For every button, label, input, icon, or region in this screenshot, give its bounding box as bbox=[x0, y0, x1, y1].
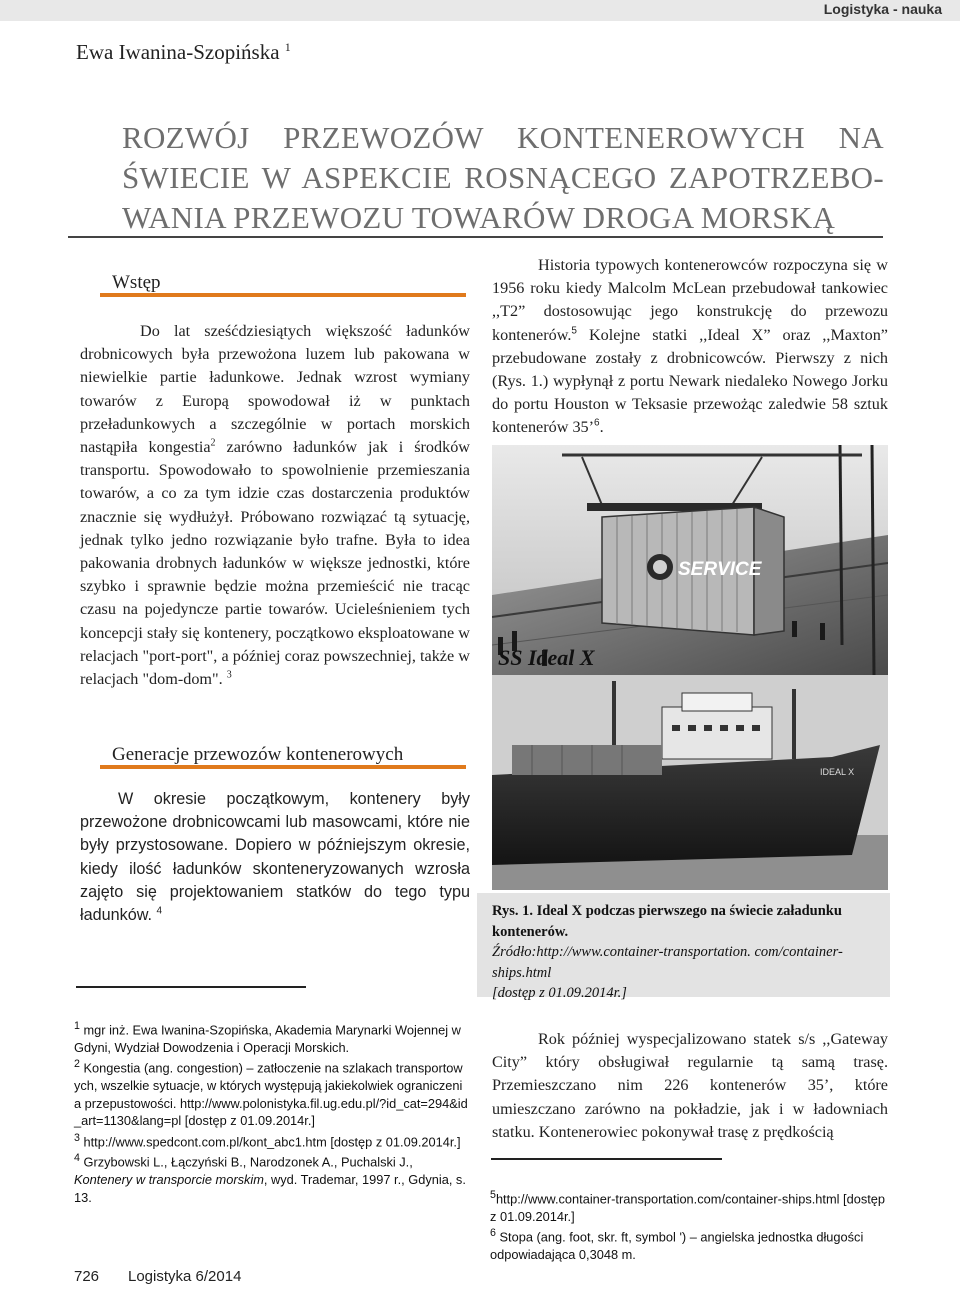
title-line: WANIA PRZEWOZU TOWARÓW DROGA MORSKĄ bbox=[122, 200, 836, 235]
footnote-number: 5 bbox=[490, 1189, 496, 1201]
footnote-book-title: Kontenery w transporcie morskim bbox=[74, 1172, 264, 1188]
generations-paragraph bbox=[80, 788, 470, 927]
history-text-3: . bbox=[599, 418, 604, 437]
generations-text: W okresie początkowym, kontenery były przewożone drobnicowcami lub masowcami, które nie były przystosowane. Dopiero w późniejszym okresie, kiedy ilość ładunków skonteneryzowanych wzrosła zajęto się projektowaniem statków do tego typu ładunków. bbox=[80, 790, 470, 925]
title-line: ROZWÓJ PRZEWOZÓW KONTENEROWYCH NA bbox=[122, 120, 884, 155]
footnote-3 bbox=[74, 1130, 468, 1151]
footnote-text: http://www.container-transportation.com/container-ships.html [dostęp z 01.09.2014r.] bbox=[490, 1191, 886, 1224]
intro-text-1: Do lat sześćdziesiątych większość ładunków drobnicowych była przewożona luzem lub pakowana w niewielkie partie ładunkowe. Jednak wzrost wymiany towarów z Europą spowodował iż w punktach przeładunkowych a szczególnie w portach morskich nastąpiła kongestia bbox=[80, 322, 470, 457]
footnote-text: mgr inż. Ewa Iwanina-Szopińska, Akademia Marynarki Wojennej w Gdyni, Wydział Dowodzenia i Operacji Morskich. bbox=[74, 1022, 461, 1055]
ship-label-text: SS Ideal X bbox=[498, 645, 595, 670]
footnote-2 bbox=[74, 1056, 468, 1129]
footnote-4 bbox=[74, 1150, 468, 1206]
footnote-text: http://www.spedcont.com.pl/kont_abc1.htm [dostęp z 01.09.2014r.] bbox=[79, 1133, 461, 1149]
footnote-1 bbox=[74, 1018, 468, 1056]
generations-heading-underline bbox=[100, 765, 466, 769]
author-name bbox=[76, 40, 291, 65]
history-text-1: Historia typowych kontenerowców rozpoczyna się w 1956 roku kiedy Malcolm McLean przebudował tankowiec ,,T2” dostosowując jego konstrukcję do przewozu kontenerów. bbox=[492, 256, 888, 344]
footnote-number: 6 bbox=[490, 1227, 496, 1240]
footnote-ref: 2 bbox=[210, 437, 216, 449]
footnote-ref: 5 bbox=[571, 325, 577, 337]
history-text-2: Kolejne statki ,,Ideal X” oraz ,,Maxton” przebudowane zostały z drobnicowców. Pierwszy z nich (Rys. 1.) wypłynął z portu Newark niedaleko Nowego Jorku do portu Houston w Teksasie przewożąc zaledwie 58 sztuk kontenerów 35’ bbox=[492, 325, 888, 437]
figure-caption bbox=[492, 901, 882, 1004]
footnote-ref: 3 bbox=[226, 669, 232, 681]
generations-heading: Generacje przewozów kontenerowych bbox=[112, 744, 404, 765]
intro-text-2: zarówno ładunków jak i środków transportu. Spowodowało to spowolnienie przemieszania towarów, a co za tym idzie czas dostarczenia produktów znacznie się wydłużył. Próbowano rozwiązać tą sytuację, jednak tylko jedno rozwiązanie było trafne. Była to idea pakowania drobnych ładunków w większe jednostki, które szybko i sprawnie będzie można przemieścić nie tracąc czasu na pojedyncze partie towarów. Ucieleśnieniem tych koncepcji stały się kontenery, początkowo eksploatowane w relacjach "port-port", a później coraz powszechniej, także w relacjach "dom-dom". bbox=[80, 438, 470, 689]
footnote-6 bbox=[490, 1225, 892, 1263]
title-divider bbox=[68, 236, 883, 238]
footnote-number: 4 bbox=[74, 1152, 80, 1165]
author-name-text: Ewa Iwanina-Szopińska bbox=[76, 40, 280, 64]
footnote-ref: 6 bbox=[594, 418, 600, 430]
caption-source: Źródło:http://www.container-transportation. com/container-ships.html bbox=[492, 944, 843, 981]
continuation-paragraph: Rok później wyspecjalizowano statek s/s ,,Gateway City” który obsługiwał regularnie tą samą trasę. Przemieszczano nim 226 kontenerów 35’, które umieszczano zarówno na pokładzie, jak i w ładowniach statku. Kontenerowiec pokonywał trasę z prędkością bbox=[492, 1030, 888, 1141]
article-title bbox=[122, 118, 884, 238]
footnote-number: 3 bbox=[74, 1131, 80, 1144]
title-line: ŚWIECIE W ASPEKCIE ROSNĄCEGO ZAPOTRZEBO- bbox=[122, 160, 884, 195]
caption-title: Rys. 1. Ideal X podczas pierwszego na świecie załadunku kontenerów. bbox=[492, 903, 842, 940]
footnote-divider bbox=[491, 1158, 722, 1160]
intro-heading-underline bbox=[100, 293, 466, 297]
footnote-text: Grzybowski L., Łączyński B., Narodzonek A., Puchalski J., bbox=[79, 1154, 413, 1170]
history-paragraph bbox=[492, 254, 888, 440]
section-label: Logistyka - nauka bbox=[823, 1, 942, 17]
figure-photo bbox=[492, 445, 888, 890]
footnote-5 bbox=[490, 1187, 892, 1225]
journal-name: Logistyka 6/2014 bbox=[128, 1268, 242, 1285]
intro-paragraph bbox=[80, 320, 470, 691]
hull-name-text: IDEAL X bbox=[820, 767, 855, 777]
container-service-text: SERVICE bbox=[678, 559, 762, 580]
footnote-divider bbox=[76, 986, 306, 988]
footnote-ref: 4 bbox=[156, 905, 163, 917]
footnote-text: Stopa (ang. foot, skr. ft, symbol ') – angielska jednostka długości odpowiadająca 0,3048 m. bbox=[490, 1229, 864, 1263]
header-bar bbox=[0, 0, 960, 21]
footnote-ref: 1 bbox=[284, 40, 291, 54]
ship-loading-image bbox=[492, 445, 888, 890]
footnote-number: 2 bbox=[74, 1058, 80, 1071]
page-number: 726 bbox=[74, 1268, 100, 1285]
caption-access-date: [dostęp z 01.09.2014r.] bbox=[492, 985, 627, 1001]
intro-heading: Wstęp bbox=[112, 272, 161, 293]
footnotes-right bbox=[490, 1187, 892, 1264]
footnote-text: Kongestia (ang. congestion) – zatłoczenie na szlakach transportowych, wszelkie sytuacje, w których występują jakiekolwiek ograniczenia przepustowości. http://www.polonistyka.fil.ug.edu.pl/?id_cat=294&id_art=1130&lang=pl [dostęp z 01.09.2014r.] bbox=[74, 1060, 468, 1129]
footnotes-left bbox=[74, 1018, 468, 1206]
footnote-text: , wyd. Trademar, 1997 r., Gdynia, s. 13. bbox=[74, 1172, 466, 1205]
footnote-number: 1 bbox=[74, 1020, 80, 1032]
